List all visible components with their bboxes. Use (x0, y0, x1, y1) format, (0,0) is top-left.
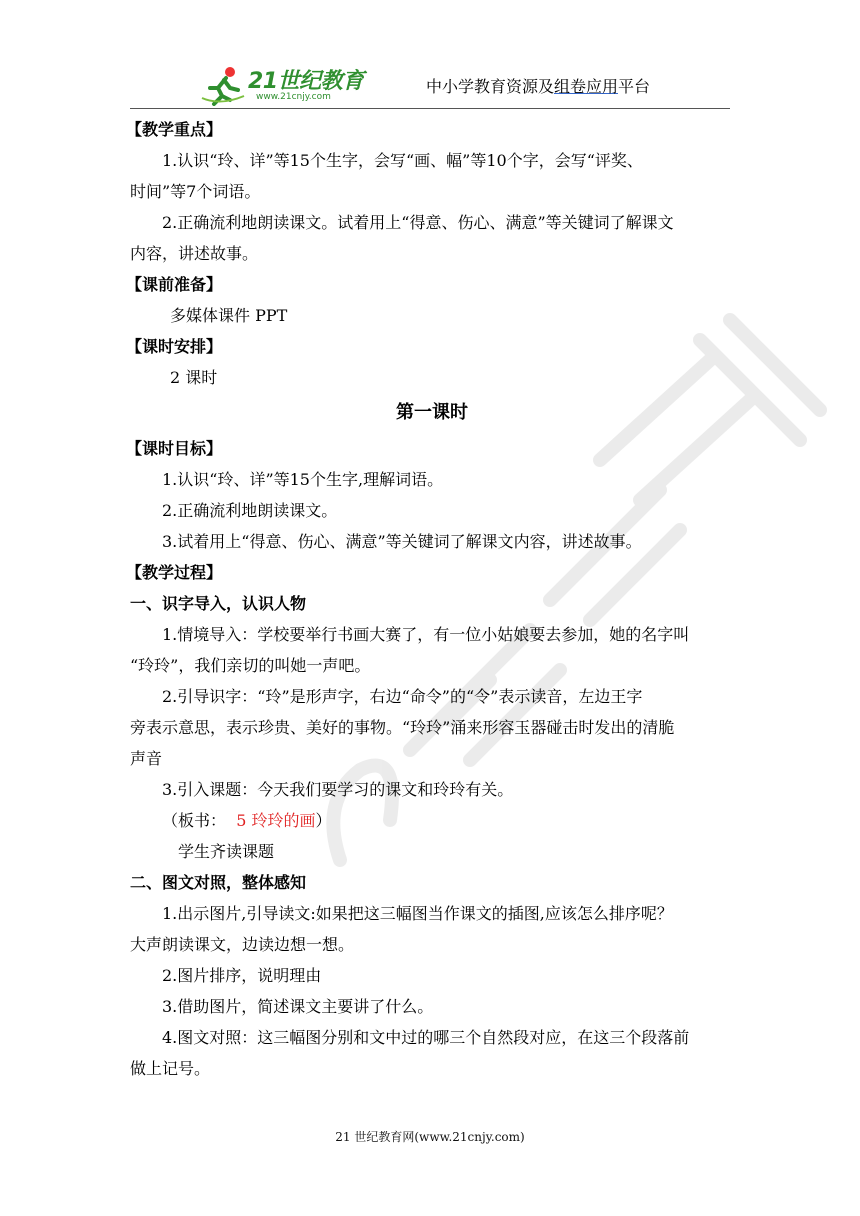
process-line: 旁表示意思，表示珍贵、美好的事物。“玲玲”涌来形容玉器碰击时发出的清脆 (130, 718, 675, 737)
key-point-line: 内容，讲述故事。 (130, 244, 259, 263)
platform-title-pre: 中小学教育资源及 (425, 77, 554, 96)
process-line: 3.引入课题：今天我们要学习的课文和玲玲有关。 (162, 780, 514, 799)
prep-text: 多媒体课件 PPT (170, 306, 288, 325)
section-heading-goals: 【课时目标】 (126, 439, 223, 458)
process-line: 3.借助图片，简述课文主要讲了什么。 (162, 997, 434, 1016)
platform-title-post: 平台 (617, 77, 650, 96)
header-divider (130, 108, 730, 109)
section-heading-prep: 【课前准备】 (126, 275, 223, 294)
lesson-title: 第一课时 (396, 402, 468, 423)
key-point-line: 2.正确流利地朗读课文。试着用上“得意、伤心、满意”等关键词了解课文 (162, 213, 674, 232)
board-title: 5 玲玲的画 (236, 811, 316, 830)
logo-url-text: www.21cnjy.com (256, 92, 331, 102)
process-line: “玲玲”，我们亲切的叫她一声吧。 (130, 656, 371, 675)
goal-item: 3.试着用上“得意、伤心、满意”等关键词了解课文内容，讲述故事。 (162, 532, 642, 551)
process-line: 1.情境导入：学校要举行书画大赛了，有一位小姑娘要去参加，她的名字叫 (162, 625, 690, 644)
process-line: 2.图片排序，说明理由 (162, 966, 322, 985)
section-heading-key-points: 【教学重点】 (126, 120, 223, 139)
process-line: 大声朗读课文，边读边想一想。 (130, 935, 355, 954)
board-writing (130, 805, 734, 836)
key-point-line: 1.认识“玲、详”等15个生字，会写“画、幅”等10个字，会写“评奖、 (162, 151, 643, 170)
key-point-line: 时间”等7个词语。 (130, 182, 261, 201)
goal-item: 1.认识“玲、详”等15个生字,理解词语。 (162, 470, 444, 489)
site-logo[interactable] (200, 64, 390, 106)
lesson-plan-body (126, 114, 734, 1084)
board-prefix: （板书： (162, 811, 227, 830)
process-line: 1.出示图片,引导读文:如果把这三幅图当作课文的插图,应该怎么排序呢？ (162, 904, 673, 923)
process-part1-heading: 一、识字导入，认识人物 (130, 594, 307, 613)
section-heading-schedule: 【课时安排】 (126, 337, 223, 356)
logo-brand-text: 21世纪教育 (248, 69, 364, 94)
process-line: 做上记号。 (130, 1059, 211, 1078)
process-part2-heading: 二、图文对照，整体感知 (130, 873, 307, 892)
board-suffix: ） (315, 811, 332, 830)
platform-title (426, 74, 650, 97)
section-heading-process: 【教学过程】 (126, 563, 223, 582)
read-title-text: 学生齐读课题 (178, 842, 275, 861)
page-footer: 21 世纪教育网(www.21cnjy.com) (335, 1130, 525, 1144)
schedule-text: 2 课时 (170, 368, 218, 387)
runner-logo-icon (200, 66, 246, 106)
platform-title-underlined: 组卷应用 (553, 77, 618, 96)
process-line: 声音 (130, 749, 163, 768)
page-header (130, 58, 730, 108)
process-line: 2.引导识字：“玲”是形声字，右边“命令”的“令”表示读音，左边王字 (162, 687, 643, 706)
process-line: 4.图文对照：这三幅图分别和文中过的哪三个自然段对应，在这三个段落前 (162, 1028, 690, 1047)
goal-item: 2.正确流利地朗读课文。 (162, 501, 338, 520)
